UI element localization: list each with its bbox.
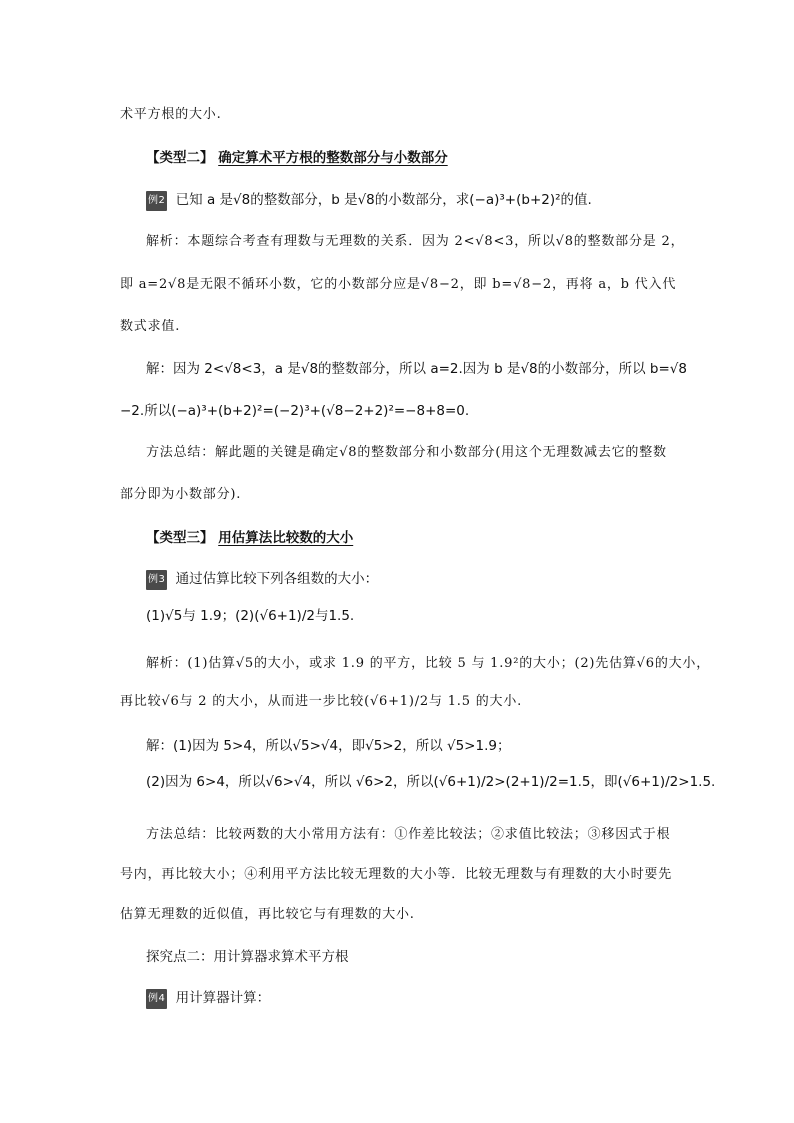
- solution-line: 解：因为 2<√8<3，a 是√8的整数部分，所以 a=2.因为 b 是√8的小数部分，所以 b=√8: [146, 361, 688, 377]
- example-text: 用计算器计算：: [175, 990, 271, 1006]
- method-line: 部分即为小数部分).: [120, 487, 242, 502]
- analysis-line: 解析：(1)估算√5的大小，或求 1.9 的平方，比较 5 与 1.9²的大小；(2)先估算√6的大小，: [146, 656, 711, 671]
- explore-point-heading: 探究点二：用计算器求算术平方根: [146, 949, 349, 965]
- example-text: 已知 a 是√8的整数部分，b 是√8的小数部分，求(−a)³+(b+2)²的值.: [175, 192, 592, 208]
- method-line: 方法总结：比较两数的大小常用方法有：①作差比较法；②求值比较法；③移因式于根: [146, 827, 671, 842]
- analysis-line: 再比较√6与 2 的大小，从而进一步比较(√6+1)/2与 1.5 的大小.: [120, 694, 523, 709]
- section-heading-type3: [146, 529, 353, 547]
- section-title: 用估算法比较数的大小: [218, 530, 354, 546]
- analysis-line: 数式求值.: [120, 319, 181, 334]
- analysis-line: 解析：本题综合考查有理数与无理数的关系．因为 2<√8<3，所以√8的整数部分是 2，: [146, 234, 685, 249]
- example-items: (1)√5与 1.9；(2)(√6+1)/2与1.5.: [146, 608, 355, 624]
- example-text: 通过估算比较下列各组数的大小：: [175, 571, 379, 587]
- type-label: 【类型三】: [146, 530, 214, 546]
- section-heading-type2: [146, 149, 448, 167]
- type-label: 【类型二】: [146, 150, 214, 166]
- solution-line: (2)因为 6>4，所以√6>√4，所以 √6>2，所以(√6+1)/2>(2+1)/2=1.5，即(√6+1)/2>1.5.: [146, 774, 716, 790]
- method-line: 估算无理数的近似值，再比较它与有理数的大小.: [120, 907, 415, 922]
- example-badge: 例3: [146, 570, 167, 590]
- method-line: 方法总结：解此题的关键是确定√8的整数部分和小数部分(用这个无理数减去它的整数: [146, 445, 667, 460]
- analysis-line: 即 a=2√8是无限不循环小数，它的小数部分应是√8−2，即 b=√8−2，再将 a，b 代入代: [120, 277, 677, 292]
- example-badge: 例4: [146, 989, 167, 1009]
- text-line: 术平方根的大小.: [120, 107, 222, 122]
- section-title: 确定算术平方根的整数部分与小数部分: [218, 150, 448, 166]
- example-badge: 例2: [146, 191, 167, 211]
- method-line: 号内，再比较大小；④利用平方法比较无理数的大小等．比较无理数与有理数的大小时要先: [120, 867, 673, 882]
- solution-line: −2.所以(−a)³+(b+2)²=(−2)³+(√8−2+2)²=−8+8=0.: [120, 403, 470, 419]
- example-2: [146, 191, 592, 211]
- example-4: [146, 989, 270, 1009]
- solution-line: 解：(1)因为 5>4，所以√5>√4，即√5>2，所以 √5>1.9；: [146, 738, 511, 754]
- example-3: [146, 570, 378, 590]
